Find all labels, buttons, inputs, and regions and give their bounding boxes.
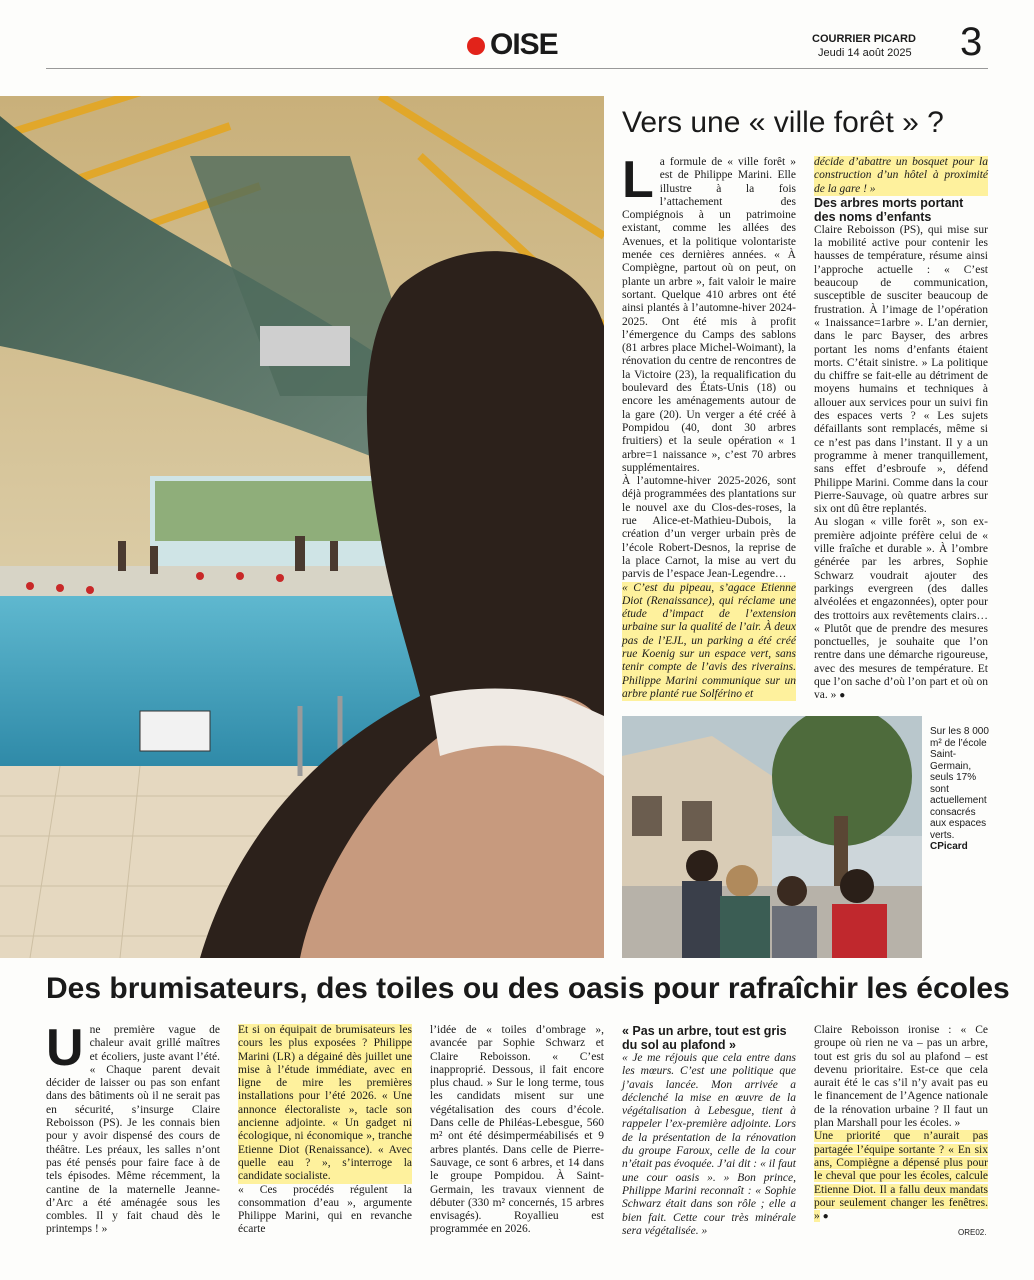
photo-caption-text: Sur les 8 000 m² de l’école Saint-Germain, seuls 17% sont actuellement consacrés aux espaces verts. bbox=[930, 726, 989, 841]
article-2-column-1 bbox=[46, 1019, 220, 1237]
article-2-title: Des brumisateurs, des toiles ou des oasis pour rafraîchir les écoles bbox=[46, 972, 1010, 1005]
article-2-column-3 bbox=[430, 1024, 604, 1237]
page-header bbox=[0, 0, 1034, 70]
header-divider bbox=[46, 68, 988, 69]
article-1-paragraph: Au slogan « ville forêt », son ex-première adjointe préfère celui de « ville fraîche et durable ». À l’ombre générée par les arbres, Sophie Schwarz voudrait ajouter des parkings evergreen (des dalles alvéolées et engazonnées), opter pour des trottoirs aux revêtements clairs… « Plutôt que de prendre des mesures ponctuelles, je souhaite que l’on rentre dans une démarche rigoureuse, avec des mesures de température. Et que l’on sache d’où l’on part et où on va. » bbox=[814, 516, 988, 702]
section-name: OISE bbox=[490, 28, 558, 61]
article-1-paragraph: a formule de « ville forêt » est de Philippe Marini. Elle illustre à la fois l’attachement des Compiégnois à un patrimoine existant, comme les allées des Avenues, et la politique volontariste menée ces dernières années. « À Compiègne, partout où on peut, on plante un arbre », fait valoir le maire sortant. Quelque 410 arbres ont été ainsi plantés à l’automne-hiver 2024-2025. Ont été mis à profit l’émergence du Camps des sablons (81 arbres place Michel-Woimant), la rénovation du centre de rencontres de la Victoire (23), la requalification du boulevard des États-Unis (18) ou encore les aménagements autour de la gare (20). Un verger a été créé à Pompidou (40, dont 30 arbres fruitiers) et la seule opération « 1 arbre=1 naissance », c’est 70 arbres supplémentaires. bbox=[622, 156, 796, 474]
article-1-subhead: Des arbres morts portant des noms d’enfants bbox=[814, 195, 964, 224]
article-2-paragraph: ne première vague de chaleur avait grillé maîtres et écoliers, juste avant l’été. « Chaque parent devait décider de laisser ou pas son enfant dans des bâtiments où il ne serait pas en sécurité, s’insurge Claire Reboisson (PS). Je les connais bien pour y avoir dispensé des cours de théâtre. Les préaux, les salles n’ont pas été pensés pour faire face à de tels épisodes. Même récemment, la cantine de la maternelle Jeanne-d’Arc a été aménagée sous les combles. Il y fait chaud dès le printemps ! » bbox=[46, 1024, 220, 1236]
article-1-paragraph: Claire Reboisson (PS), qui mise sur la mobilité active pour contenir les hausses de température, résume ainsi l’approche actuelle : « C’est beaucoup de communication, susceptible de susciter beaucoup de frustration. À l’image de l’opération « 1naissance=1arbre ». L’an dernier, dans le parc Bayser, des arbres portant les noms d’enfants étaient morts. C’était sinistre. » La politique du chiffre se fait-elle au détriment de moyens humains et techniques à allouer aux services pour un suivi fin des espaces verts ? « Les sujets défaillants sont remplacés, même si ce n’est pas dans l’instant. Il y a un programme à mener tranquillement, sans effet d’esbroufe », défend Philippe Marini. Comme dans la cour Pierre-Sauvage, où quatre arbres sur six ont dû être replantés. bbox=[814, 223, 988, 516]
article-2-subhead: « Pas un arbre, tout est gris du sol au plafond » bbox=[622, 1024, 787, 1052]
article-2-column-4 bbox=[622, 1024, 796, 1238]
section-dot-icon bbox=[467, 37, 485, 55]
school-courtyard-photo bbox=[622, 716, 922, 958]
article-2-paragraph: Claire Reboisson ironise : « Ce groupe où rien ne va – pas un arbre, tout est gris du sol au plafond – est devenu prioritaire. Est-ce que cela aurait été le cas s’il n’y avait pas eu le financement de l’Agence nationale de la rénovation urbaine ? Il faut un plan Marshall pour les écoles. » bbox=[814, 1024, 988, 1130]
article-1-dropcap: L bbox=[622, 151, 654, 209]
end-mark-icon: ● bbox=[839, 690, 846, 702]
end-mark-icon: ● bbox=[822, 1211, 829, 1223]
article-2-column-2 bbox=[238, 1024, 412, 1237]
photo-credit: CPicard bbox=[930, 841, 968, 852]
article-1-title: Vers une « ville forêt » ? bbox=[622, 106, 944, 139]
article-2-paragraph: l’idée de « toiles d’ombrage », avancée par Sophie Schwarz et Claire Reboisson. « C’est inapproprié. Dessous, il fait encore plus chaud. » Sur le long terme, tous les candidats misent sur une végétalisation des cours d’école. Dans celle de Philéas-Lebesgue, 560 m² ont été désimperméabilisés et 9 arbres plantés. Dans celle de Pierre-Sauvage, ce sont 6 arbres, et 14 dans le groupe Pompidou. À Saint-Germain, les travaux viennent de débuter (330 m² concernés, 15 arbres envisagés). Royallieu est programmée en 2026. bbox=[430, 1024, 604, 1236]
page-code: ORE02. bbox=[958, 1228, 987, 1237]
issue-date: Jeudi 14 août 2025 bbox=[818, 47, 912, 59]
article-1-highlighted-quote: décide d’abattre un bosquet pour la construction d’un hôtel à proximité de la gare ! » bbox=[814, 156, 988, 195]
page-number: 3 bbox=[960, 20, 983, 64]
article-1-column-2 bbox=[814, 156, 988, 703]
article-1-paragraph: À l’automne-hiver 2025-2026, sont déjà programmées des plantations sur le nouvel axe du Clos-des-roses, la rue Alice-et-Mathieu-Dubois, la création d’un verger urbain près de l’école Robert-Desnos, la reprise de la place Carnot, la mise au vert du parvis de l’espace Jean-Legendre… bbox=[622, 475, 796, 581]
article-2-paragraph: Et si on équipait de brumisateurs les cours les plus exposées ? Philippe Marini (LR) a dégainé dès juillet une mise à l’étude immédiate, avec en ligne de mire les premières installations pour l’été 2026. « Une annonce électoraliste », tacle son ancienne adjointe. « Un gadget ni écologique, ni économique », tranche Etienne Diot (Renaissance). « Avec quelle eau ? », s’interroge la candidate socialiste. bbox=[238, 1024, 412, 1183]
newspaper-name: COURRIER PICARD bbox=[812, 33, 916, 45]
article-2-paragraph: « Je me réjouis que cela entre dans les mœurs. C’est une politique que j’avais lancée. Mon arrivée a déclenché la mise en œuvre de la végétalisation à Lebesgue, tient à rappeler l’ex-première adjointe. Lors de la présentation de la rénovation du groupe Faroux, celle de la cour n’était pas évoquée. J’ai dit : « il faut une cour oasis ». » Bon prince, Philippe Marini reconnaît : « Sophie Schwarz était dans son rôle ; elle a bien fait. Cette cour très minérale sera végétalisée. » bbox=[622, 1052, 796, 1237]
article-2-dropcap: U bbox=[46, 1019, 84, 1077]
article-1-column-1 bbox=[622, 151, 796, 701]
photo-caption bbox=[930, 726, 990, 853]
article-1-highlighted-quote: « C’est du pipeau, s’agace Etienne Diot (Renaissance), qui réclame une étude d’impact de l’extension urbaine sur la qualité de l’air. À deux pas de l’EJL, un parking a été créé rue Koenig sur un espace vert, sans tenir compte de l’avis des riverains. Philippe Marini communique sur un arbre planté rue Solférino et bbox=[622, 581, 796, 700]
article-2-paragraph: « Ces procédés régulent la consommation d’eau », argumente Philippe Marini, qui en revanche écarte bbox=[238, 1183, 412, 1236]
pool-photo bbox=[0, 96, 604, 958]
article-2-column-5 bbox=[814, 1024, 988, 1223]
article-2-highlighted-quote: Une priorité que n’aurait pas partagée l’équipe sortante ? « En six ans, Compiègne a dépensé plus pour le cheval que pour les écoles, calcule Etienne Diot. Il a fallu deux mandats pour seulement changer les fenêtres. » bbox=[814, 1130, 988, 1223]
